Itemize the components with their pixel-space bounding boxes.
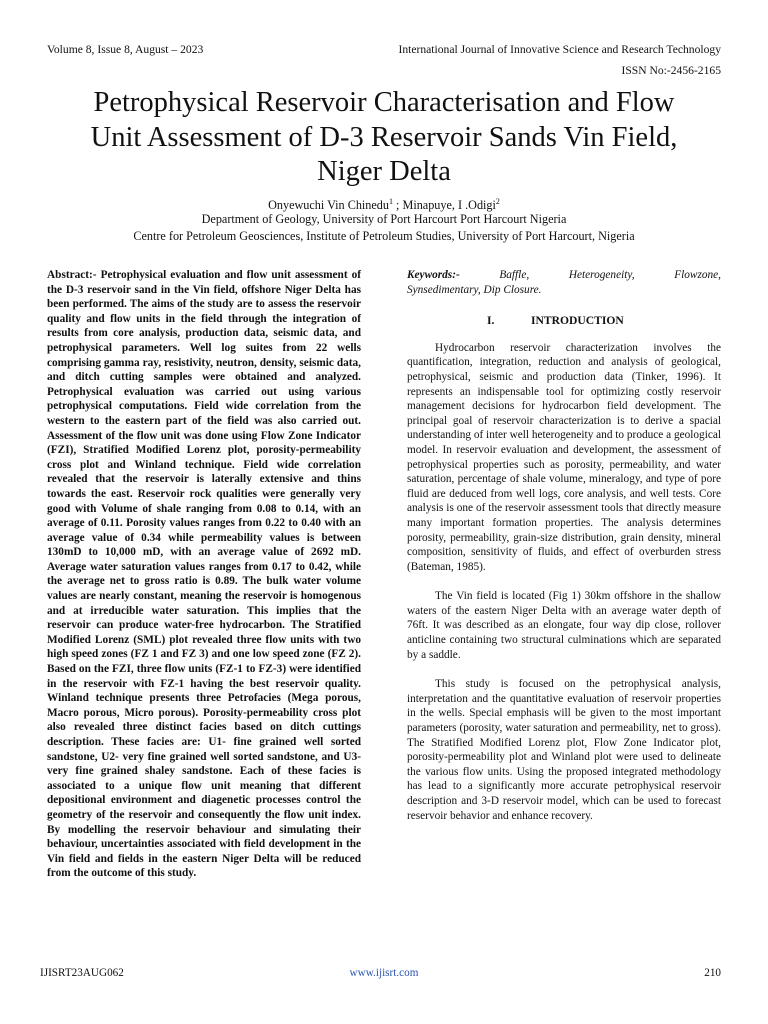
title-line: Unit Assessment of D-3 Reservoir Sands Vin Field, [90, 121, 678, 153]
issn: ISSN No:-2456-2165 [621, 64, 721, 77]
title-line: Niger Delta [317, 156, 451, 187]
affiliation-1: Department of Geology, University of Port Harcourt Port Harcourt Nigeria [201, 212, 567, 226]
author-1: Onyewuchi Vin Chinedu [268, 198, 389, 212]
title-line: Petrophysical Reservoir Characterisation and Flow [93, 87, 675, 118]
page-number: 210 [704, 967, 721, 979]
journal-volume: Volume 8, Issue 8, August – 2023 [47, 43, 204, 56]
author-2: ; Minapuye, I .Odigi [393, 198, 496, 212]
keywords-label: Keywords:- [407, 269, 460, 281]
author-2-affiliation-mark: 2 [495, 196, 500, 206]
authors [0, 198, 768, 213]
keywords [407, 268, 721, 297]
journal-website-link[interactable]: www.ijisrt.com [349, 967, 419, 979]
keyword: Baffle, [499, 269, 530, 281]
paper-id: IJISRT23AUG062 [40, 967, 124, 979]
abstract: Abstract:- Petrophysical evaluation and flow unit assessment of the D-3 reservoir sand in the Vin field, offshore Niger Delta has been performed. The aims of the study are to assess the reservoir quality and flow units in the field through the integration of results from core analysis, production data, seismic data, and petrophysical parameters. Well log suites from 22 wells comprising gamma ray, resistivity, neutron, density, seismic data, and ditch cutting samples were obtained and analyzed. Petrophysical evaluation was carried out using various petrophysical computations. Field wide correlation from the western to the eastern part of the field was also carried out. Assessment of the flow unit was done using Flow Zone Indicator (FZI), Stratified Modified Lorenz plot, porosity-permeability cross plot and Winland technique. Field wide correlation revealed that the reservoir is laterally extensive and thins towards the east. Reservoir rock qualities were generally very good with Volume of shale ranging from 0.08 to 0.14, with an average of 0.11. Porosity values ranges from 0.22 to 0.40 with an average value of 0.34 while permeability values is between 130mD to 10,000 mD, with an average value of 2692 mD. Average water saturation values ranges from 0.17 to 0.42, while the average net to gross ratio is 0.89. The bulk water volume values are nearly constant, meaning the reservoir is homogenous and at irreducible water saturation. This implies that the reservoir can produce water-free hydrocarbon. The Stratified Modified Lorenz (SML) plot revealed three flow units with two high speed zones (FZ 1 and FZ 3) and one low speed zone (FZ 2). Based on the FZI, three flow units (FZ-1 to FZ-3) were identified in the reservoir with FZ-1 having the best reservoir quality. Winland technique presents three Petrofacies (Mega porous, Macro porous, Micro porous). Porosity-permeability cross plot also revealed three distinct facies based on ditch cuttings description. These facies are: U1- fine grained well sorted sandstone, U2- very fine grained well sorted sandstone, and U3- very fine grained shaley sandstone. Each of these facies is associated to a unique flow unit meaning that different depositional environment and diagenetic processes control the geometry of the reservoir and consequently the flow unit index. By modelling the reservoir behaviour and simulating their behaviour, uncertainties associated with field development in the Vin field and fields in the eastern Niger Delta will be reduced from the outcome of this study. [47, 269, 361, 880]
paper-title [40, 86, 728, 190]
author-1-affiliation-mark: 1 [389, 196, 393, 206]
section-heading [407, 314, 721, 329]
paragraph: This study is focused on the petrophysical analysis, interpretation and the quantitative evaluation of reservoir properties in the wells. Special emphasis will be given to the most important parameters (porosity, water saturation and permeability, net to gross). The Stratified Modified Lorenz plot, Flow Zone Indicator plot, porosity-permeability plot and Winland plot were used to delineate the various flow units. Using the proposed integrated methodology has lead to a significantly more accurate petrophysical reservoir description and 3-D reservoir model, which can be used to forecast reservoir behavior and enhance recovery. [407, 678, 721, 822]
affiliation-2: Centre for Petroleum Geosciences, Institute of Petroleum Studies, University of Port Harcourt, Nigeria [133, 229, 635, 243]
right-column [407, 268, 721, 838]
keywords-line-1 [407, 268, 721, 283]
keywords-line-2: Synsedimentary, Dip Closure. [407, 283, 542, 296]
paragraph: Hydrocarbon reservoir characterization involves the quantification, integration, reduction and analysis of geological, petrophysical, seismic and production data (Tinker, 1996). It represents an indispensable tool for optimizing costly reservoir management decisions for hydrocarbon field development. The principal goal of reservoir characterization is to derive a spacial understanding of inter well heterogeneity and to produce a geological model. In reservoir evaluation and development, the assessment of petrophysical properties such as porosity, permeability, and water saturation, percentage of shale volume, mineralogy, and type of pore fluid are deduced from well logs, core analysis, and well tests. Core analysis is one of the reservoir assessment tools that directly measure many important formation properties. The analysis determines porosity, permeability, grain-size distribution, grain density, mineral composition, sensitivity of fluids, and effect of overburden stress (Bateman, 1985). [407, 341, 722, 573]
section-title: INTRODUCTION [531, 314, 624, 328]
keyword: Heterogeneity, [568, 269, 635, 281]
paragraph: The Vin field is located (Fig 1) 30km offshore in the shallow waters of the eastern Niger Delta with an average water depth of 76ft. It was described as an elongate, four way dip close, rollover anticline containing two structural culminations which are separated by a saddle. [407, 590, 721, 661]
journal-name: International Journal of Innovative Science and Research Technology [398, 43, 721, 56]
section-number: I. [487, 314, 495, 328]
keyword: Flowzone, [674, 269, 721, 281]
